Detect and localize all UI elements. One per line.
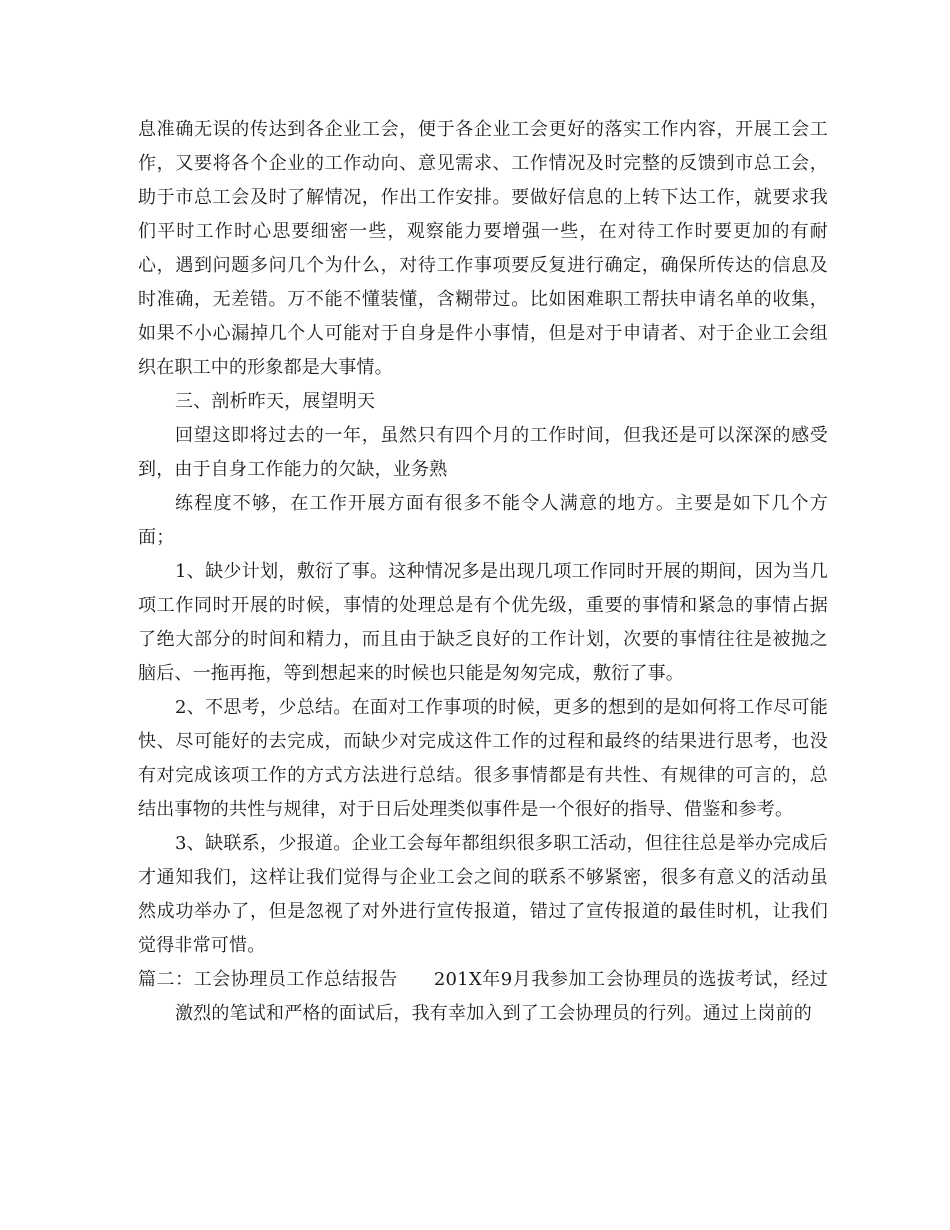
document-body — [138, 113, 828, 1031]
list-item-3: 3、缺联系，少报道。企业工会每年都组织很多职工活动，但往往总是举办完成后才通知我们，这样让我们觉得与企业工会之间的联系不够紧密，很多有意义的活动虽然成功举办了，但是忽视了对外进行宣传报道，错过了宣传报道的最佳时机，让我们觉得非常可惜。 — [138, 833, 828, 956]
list-item-2: 2、不思考，少总结。在面对工作事项的时候，更多的想到的是如何将工作尽可能快、尽可能好的去完成，而缺少对完成这件工作的过程和最终的结果进行思考，也没有对完成该项工作的方式方法进行总结。很多事情都是有共性、有规律的可言的，总结出事物的共性与规律，对于日后处理类似事件是一个很好的指导、借鉴和参考。 — [138, 697, 828, 820]
section-2-text: 201X年9月我参加工会协理员的选拔考试，经过激烈的笔试和严格的面试后，我有幸加入到了工会协理员的行列。通过上岗前的 — [175, 969, 828, 1024]
list-item-1: 1、缺少计划，敷衍了事。这种情况多是出现几项工作同时开展的期间，因为当几项工作同时开展的时候，事情的处理总是有个优先级，重要的事情和紧急的事情占据了绝大部分的时间和精力，而且由于缺乏良好的工作计划，次要的事情往往是被抛之脑后、一拖再拖，等到想起来的时候也只能是匆匆完成，敷衍了事。 — [138, 561, 828, 684]
paragraph-review-continued: 练程度不够，在工作开展方面有很多不能令人满意的地方。主要是如下几个方面； — [138, 493, 828, 548]
section-heading-3: 三、剖析昨天，展望明天 — [175, 391, 376, 412]
section-2-paragraph — [138, 963, 828, 1031]
paragraph-continuation: 息准确无误的传达到各企业工会，便于各企业工会更好的落实工作内容，开展工会工作，又要将各个企业的工作动向、意见需求、工作情况及时完整的反馈到市总工会，助于市总工会及时了解情况，作出工作安排。要做好信息的上转下达工作，就要求我们平时工作时心思要细密一些，观察能力要增强一些，在对待工作时要更加的有耐心，遇到问题多问几个为什么，对待工作事项要反复进行确定，确保所传达的信息及时准确，无差错。万不能不懂装懂，含糊带过。比如困难职工帮扶申请名单的收集，如果不小心漏掉几个人可能对于自身是件小事情，但是对于申请者、对于企业工会组织在职工中的形象都是大事情。 — [138, 119, 828, 378]
paragraph-review: 回望这即将过去的一年，虽然只有四个月的工作时间，但我还是可以深深的感受到，由于自身工作能力的欠缺，业务熟 — [138, 425, 828, 480]
section-2-title: 篇二：工会协理员工作总结报告 — [138, 969, 398, 990]
